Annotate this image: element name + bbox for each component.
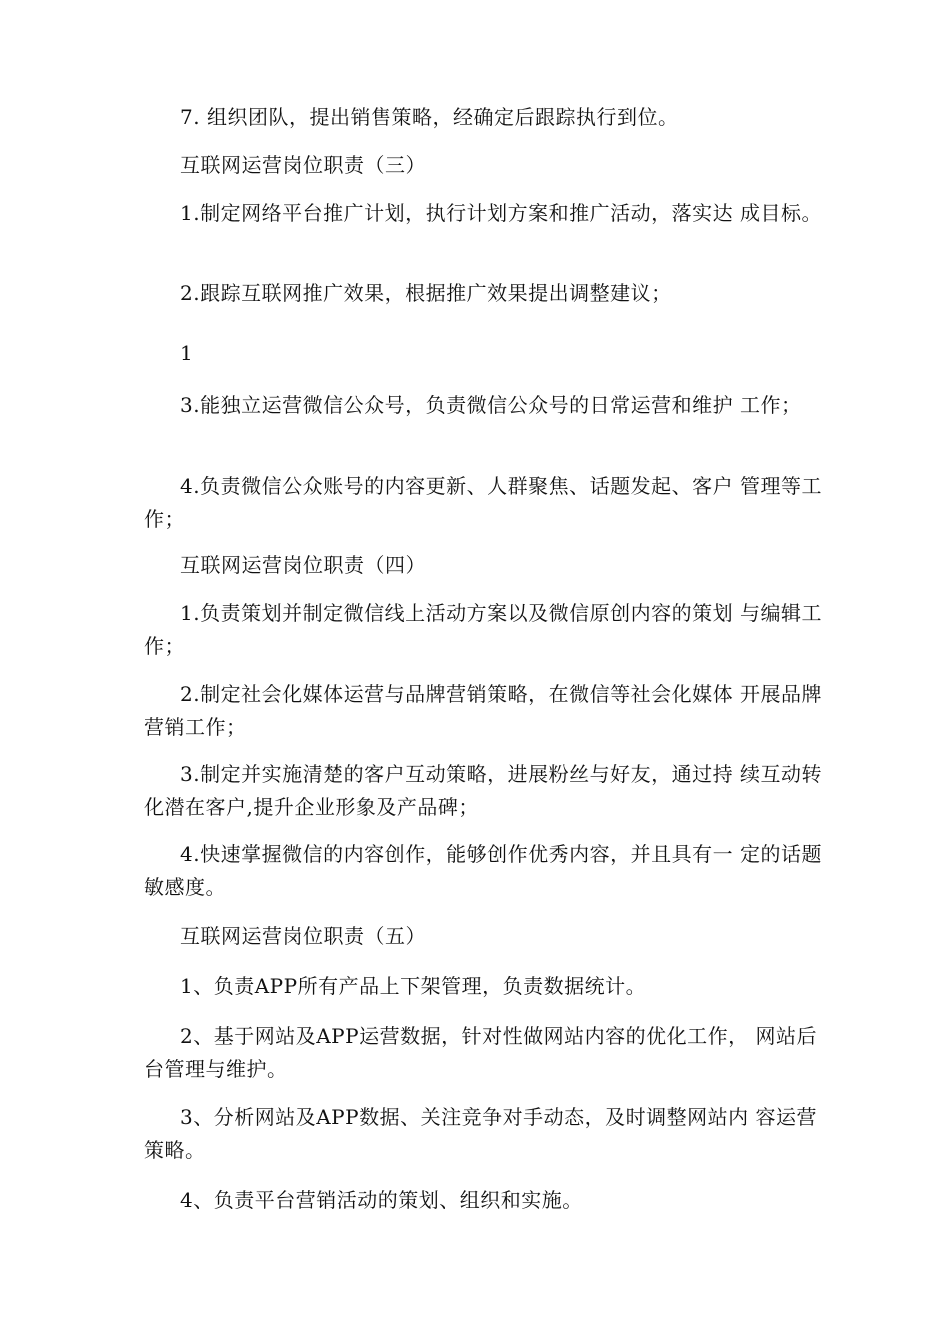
paragraph-item-4: 4.负责微信公众账号的内容更新、人群聚焦、话题发起、客户 管理等工作； [144, 474, 822, 531]
section-heading-4: 互联网运营岗位职责（四） [180, 553, 426, 577]
section-heading-5: 互联网运营岗位职责（五） [180, 924, 426, 948]
paragraph-item-7: 7. 组织团队，提出销售策略，经确定后跟踪执行到位。 [180, 105, 679, 129]
paragraph-item-2: 2.跟踪互联网推广效果，根据推广效果提出调整建议； [180, 281, 672, 305]
paragraph-item-3: 3.能独立运营微信公众号，负责微信公众号的日常运营和维护 工作； [180, 393, 802, 417]
paragraph-item-3: 3、分析网站及APP数据、关注竞争对手动态，及时调整网站内 容运营策略。 [144, 1105, 817, 1162]
paragraph-item-4: 4、负责平台营销活动的策划、组织和实施。 [180, 1188, 583, 1212]
paragraph-item-1: 1.负责策划并制定微信线上活动方案以及微信原创内容的策划 与编辑工作； [144, 601, 822, 658]
paragraph-item-2: 2、基于网站及APP运营数据，针对性做网站内容的优化工作， 网站后台管理与维护。 [144, 1024, 817, 1081]
paragraph-item-1: 1、负责APP所有产品上下架管理，负责数据统计。 [180, 974, 647, 998]
paragraph-item-3: 3.制定并实施清楚的客户互动策略，进展粉丝与好友，通过持 续互动转化潜在客户,提升企业形象及产品碑； [144, 762, 822, 819]
paragraph-item-1: 1.制定网络平台推广计划，执行计划方案和推广活动，落实达 成目标。 [180, 201, 822, 225]
paragraph-item-4: 4.快速掌握微信的内容创作，能够创作优秀内容，并且具有一 定的话题敏感度。 [144, 842, 822, 899]
page-number: 1 [180, 341, 194, 365]
paragraph-item-2: 2.制定社会化媒体运营与品牌营销策略，在微信等社会化媒体 开展品牌营销工作； [144, 682, 822, 739]
section-heading-3: 互联网运营岗位职责（三） [180, 153, 426, 177]
